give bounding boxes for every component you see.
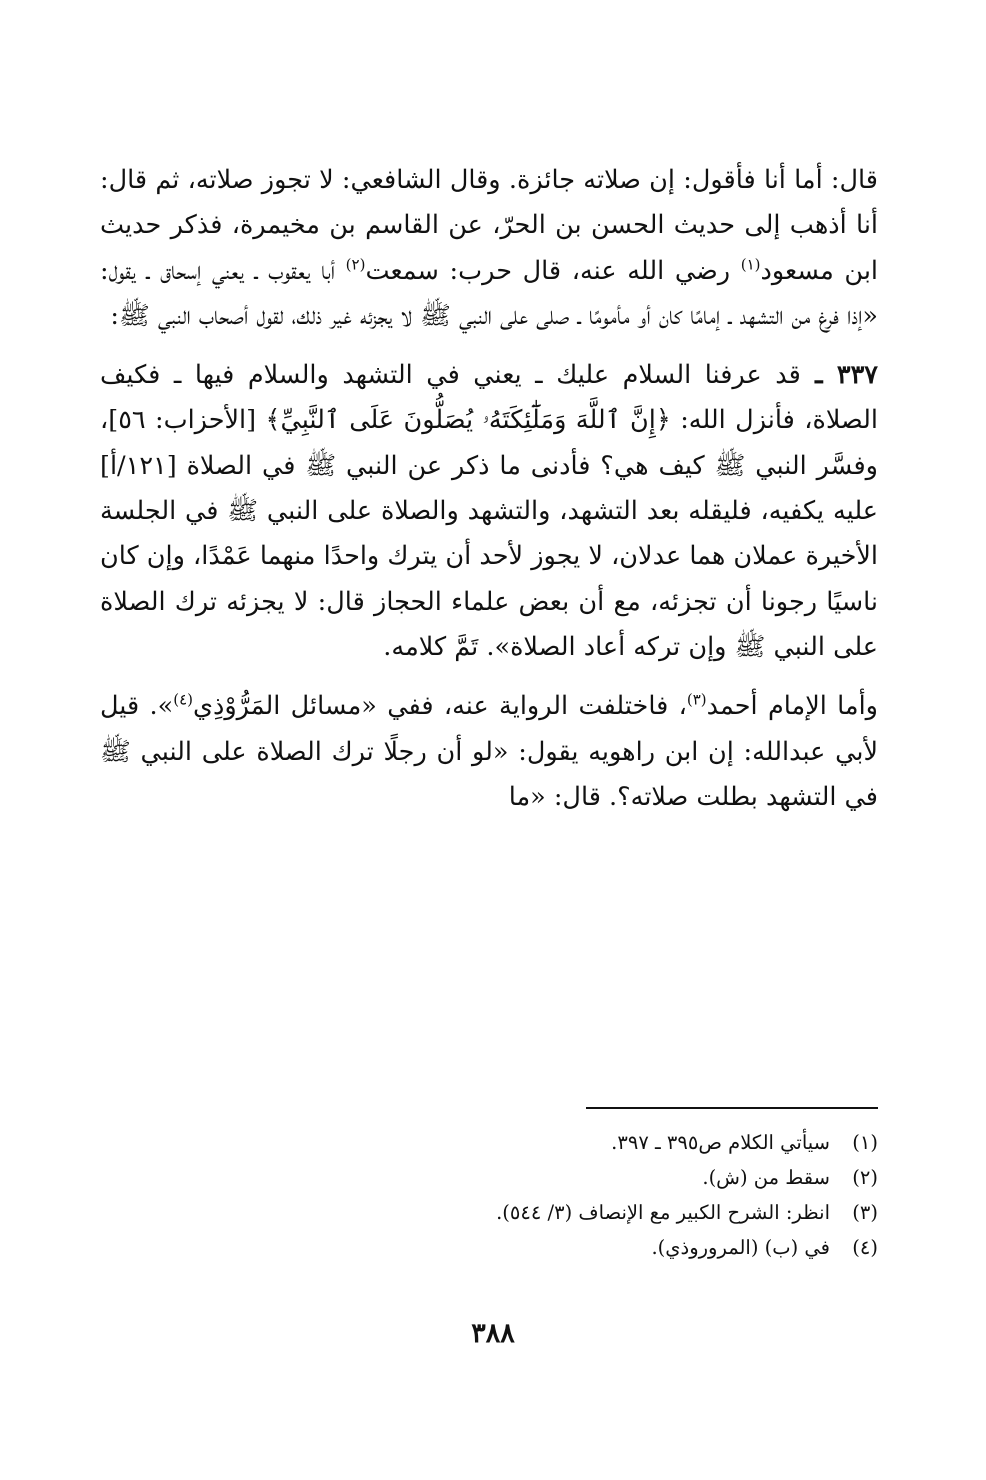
footnote-text: في (ب) (المروروذي). xyxy=(651,1236,830,1259)
paragraph-text: ، فاختلفت الرواية عنه، ففي «مسائل المَرُّوْذِي xyxy=(193,691,687,722)
footnote-text: انظر: الشرح الكبير مع الإنصاف (٣/ ٥٤٤). xyxy=(496,1201,830,1224)
footnote-number: (١) xyxy=(852,1131,878,1154)
footnote-item xyxy=(100,1195,878,1230)
paragraph-3 xyxy=(100,684,878,820)
footnote-ref-3[interactable]: (٣) xyxy=(686,690,707,709)
main-text xyxy=(100,158,878,820)
footnote-item xyxy=(100,1125,878,1160)
footnote-separator xyxy=(586,1107,878,1109)
paragraph-text: ». قيل لأبي عبدالله: إن ابن راهويه يقول: «لو أن رجلًا ترك الصلاة على النبي ﷺ في التشهد بطلت صلاته؟. قال: «ما xyxy=(100,691,878,812)
paragraph-text: رضي الله عنه، قال حرب: سمعت xyxy=(365,255,741,286)
paragraph-2 xyxy=(100,353,878,670)
paragraph-text: قال: أما أنا فأقول: إن صلاته جائزة. وقال الشافعي: لا تجوز صلاته، ثم قال: أنا أذهب إلى حديث الحسن بن الحرّ، عن القاسم بن مخيمرة، فذكر حديث ابن مسعود xyxy=(100,165,878,286)
footnote-item xyxy=(100,1230,878,1265)
footnote-number: (٣) xyxy=(852,1201,878,1224)
paragraph-text: وأما الإمام أحمد xyxy=(706,691,878,722)
footnote-ref-2[interactable]: (٢) xyxy=(345,255,366,274)
footnote-number: (٤) xyxy=(852,1236,878,1259)
paragraph-text: قد عرفنا السلام عليك ـ يعني في التشهد والسلام فيها ـ فكيف الصلاة، فأنزل الله: ﴿إِنَّ ٱللَّهَ وَمَلَٰٓئِكَتَهُۥ يُصَلُّونَ عَلَى ٱلنَّبِيِّ﴾ [الأحزاب: ٥٦]، وفسَّر النبي ﷺ كيف هي؟ فأدنى ما ذكر عن النبي ﷺ في الصلاة [١٢١/أ] عليه يكفيه، فليقله بعد التشهد، والتشهد والصلاة على النبي ﷺ في الجلسة الأخيرة عملان هما عدلان، لا يجوز لأحد أن يترك واحدًا منهما عَمْدًا، وإن كان ناسيًا رجونا أن تجزئه، مع أن بعض علماء الحجاز قال: لا يجزئه ترك الصلاة على النبي ﷺ وإن تركه أعاد الصلاة». تَمَّ كلامه. xyxy=(100,360,878,662)
paragraph-text: أبا يعقوب ـ يعني إسحاق ـ يقول: «إذا فرغ من التشهد ـ إمامًا كان أو مأمومًا ـ صلى على النبي ﷺ لا يجزئه غير ذلك، لقول أصحاب النبي ﷺ: xyxy=(100,255,878,331)
footnote-item xyxy=(100,1160,878,1195)
paragraph-1 xyxy=(100,158,878,339)
footnotes xyxy=(100,1125,878,1265)
footnote-ref-4[interactable]: (٤) xyxy=(173,690,194,709)
entry-number: ٣٣٧ ـ xyxy=(800,360,878,391)
footnote-ref-1[interactable]: (١) xyxy=(740,255,761,274)
footnote-text: سيأتي الكلام ص٣٩٥ ـ ٣٩٧. xyxy=(611,1131,830,1154)
page-number: ٣٨٨ xyxy=(471,1318,515,1349)
footnote-number: (٢) xyxy=(852,1166,878,1189)
footnote-text: سقط من (ش). xyxy=(702,1166,830,1189)
